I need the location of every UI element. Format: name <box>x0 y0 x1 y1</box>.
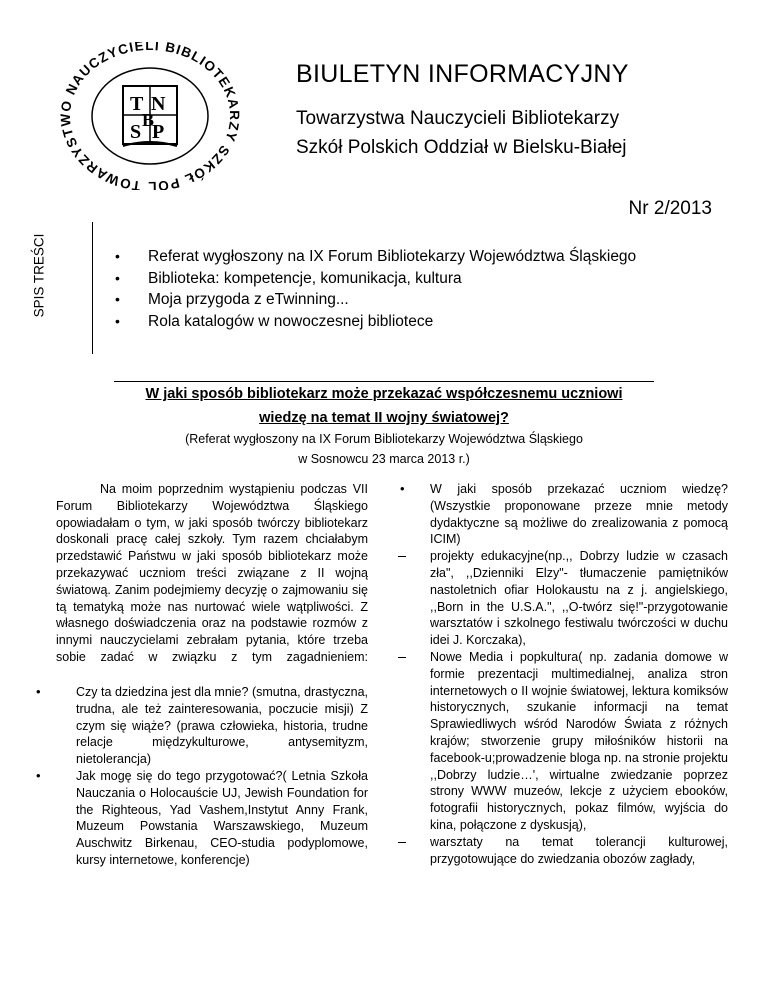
tnbsp-seal <box>60 42 240 190</box>
toc-item[interactable]: • Rola katalogów w nowoczesnej bibliotece <box>110 311 636 333</box>
list-item: • W jaki sposób przekazać uczniom wiedzę? (Wszystkie proponowane przeze mnie metody dydaktyczne są możliwe do zrealizowania z pomocą ICIM) <box>400 481 728 547</box>
svg-text:P: P <box>152 121 165 143</box>
toc-list <box>110 246 636 332</box>
article-title-line-1: W jaki sposób bibliotekarz może przekazać współczesnemu uczniowi <box>145 386 623 402</box>
logo <box>60 42 240 190</box>
right-column <box>398 481 728 867</box>
toc-item[interactable]: • Referat wygłoszony na IX Forum Bibliotekarzy Województwa Śląskiego <box>110 246 636 268</box>
svg-text:B: B <box>142 110 155 130</box>
left-column <box>56 481 368 683</box>
dash-icon <box>398 556 406 557</box>
list-item: • Jak mogę się do tego przygotować?( Letnia Szkoła Nauczania o Holocauście UJ, Jewish Foundation for the Righteous, Yad Vashem,Instytut Anny Frank, Muzeum Powstania Warszawskiego, Muzeum Auschwitz Birkenau, CEO-studia podyplomowe, kursy internetowe, konferencje) <box>36 767 368 867</box>
toc-label: SPIS TREŚCI <box>31 233 47 318</box>
list-item: • Czy ta dziedzina jest dla mnie? (smutna, drastyczna, trudna, ale też zainteresowania, poczucie misji) Z czym się wiąże? (prawa człowieka, historia, trudne relacje międzykulturowe, antysemityzm, nietolerancja) <box>36 684 368 767</box>
issue-number: Nr 2/2013 <box>628 198 712 219</box>
list-item: Nowe Media i popkultura( np. zadania domowe w formie prezentacji multimedialnej, analiza stron internetowych o II wojnie światowej, lektura komiksów historycznych, szukanie informacji na temat Sprawiedliwych wśród Narodów Świata z różnych krajów; stworzenie grupy miłośników historii na facebook-u;prowadzenie bloga np. na stronie projektu ,,Dobrzy ludzie…', wirtualne zwiedzanie poprzez strony WWW muzeów, lekcje z użyciem ebooków, fotografii historycznych, pokaz filmów, wyjścia do kina, połączone z dyskusją), <box>398 649 728 834</box>
organization-line-2: Szkół Polskich Oddział w Bielsku-Białej <box>296 137 627 158</box>
toc-item[interactable]: • Biblioteka: kompetencje, komunikacja, kultura <box>110 268 636 290</box>
bulletin-title: BIULETYN INFORMACYJNY <box>296 60 629 88</box>
dash-icon <box>398 657 406 658</box>
svg-text:S: S <box>130 121 142 143</box>
article-subtitle-line-1: (Referat wygłoszony na IX Forum Bibliotekarzy Województwa Śląskiego <box>185 432 583 446</box>
toc-item[interactable]: • Moja przygoda z eTwinning... <box>110 289 636 311</box>
bullet-icon: • <box>36 767 41 783</box>
section-divider <box>114 381 654 382</box>
dash-icon <box>398 842 406 843</box>
intro-paragraph: Na moim poprzednim wystąpieniu podczas VII Forum Bibliotekarzy Województwa Śląskiego opowiadałam o tym, w jaki sposób twórczy bibliotekarz doskonali pracę całej szkoły. Tym razem chciałabym przedstawić Państwu w jaki sposób bibliotekarz może przekazywać uczniom treści związane z II wojną światową. Zanim podejmiemy decyzję o zajmowaniu się tą tematyką może nas nurtować wiele wątpliwości. Z własnego doświadczenia oraz na podstawie rozmów z innymi nauczycielami zebrałam pytania, które trzeba sobie zadać w związku z tym zagadnieniem: <box>56 482 368 664</box>
svg-text:T: T <box>130 93 144 115</box>
questions-list <box>36 684 368 869</box>
organization-line-1: Towarzystwa Nauczycieli Bibliotekarzy <box>296 108 620 129</box>
list-item: warsztaty na temat tolerancji kulturowej, przygotowujące do zwiedzania obozów zagłady, <box>398 834 728 868</box>
bullet-icon: • <box>400 481 405 496</box>
article-subtitle-line-2: w Sosnowcu 23 marca 2013 r.) <box>298 452 470 466</box>
toc-divider <box>92 222 93 354</box>
bullet-icon: • <box>36 684 41 699</box>
logo-ring-text: TOWARZYST NAUCZYCIELI BIBLIOTEK Y SZKÓŁ POL <box>60 42 240 190</box>
list-item: projekty edukacyjne(np.,, Dobrzy ludzie w czasach zła", ,,Dzienniki Elzy"- tłumaczenie pamiętników nastoletnich ofiar Holokaustu na z j. angielskiego, ,,Born in the U.S.A.", ,,O-twórz się!"-przygotowanie warsztatów i szkolnego festiwalu twórczości w duchu idei J. Korczaka), <box>398 548 728 649</box>
article-title-line-2: wiedzę na temat II wojny światowej? <box>259 410 509 426</box>
svg-text:N: N <box>151 93 166 115</box>
